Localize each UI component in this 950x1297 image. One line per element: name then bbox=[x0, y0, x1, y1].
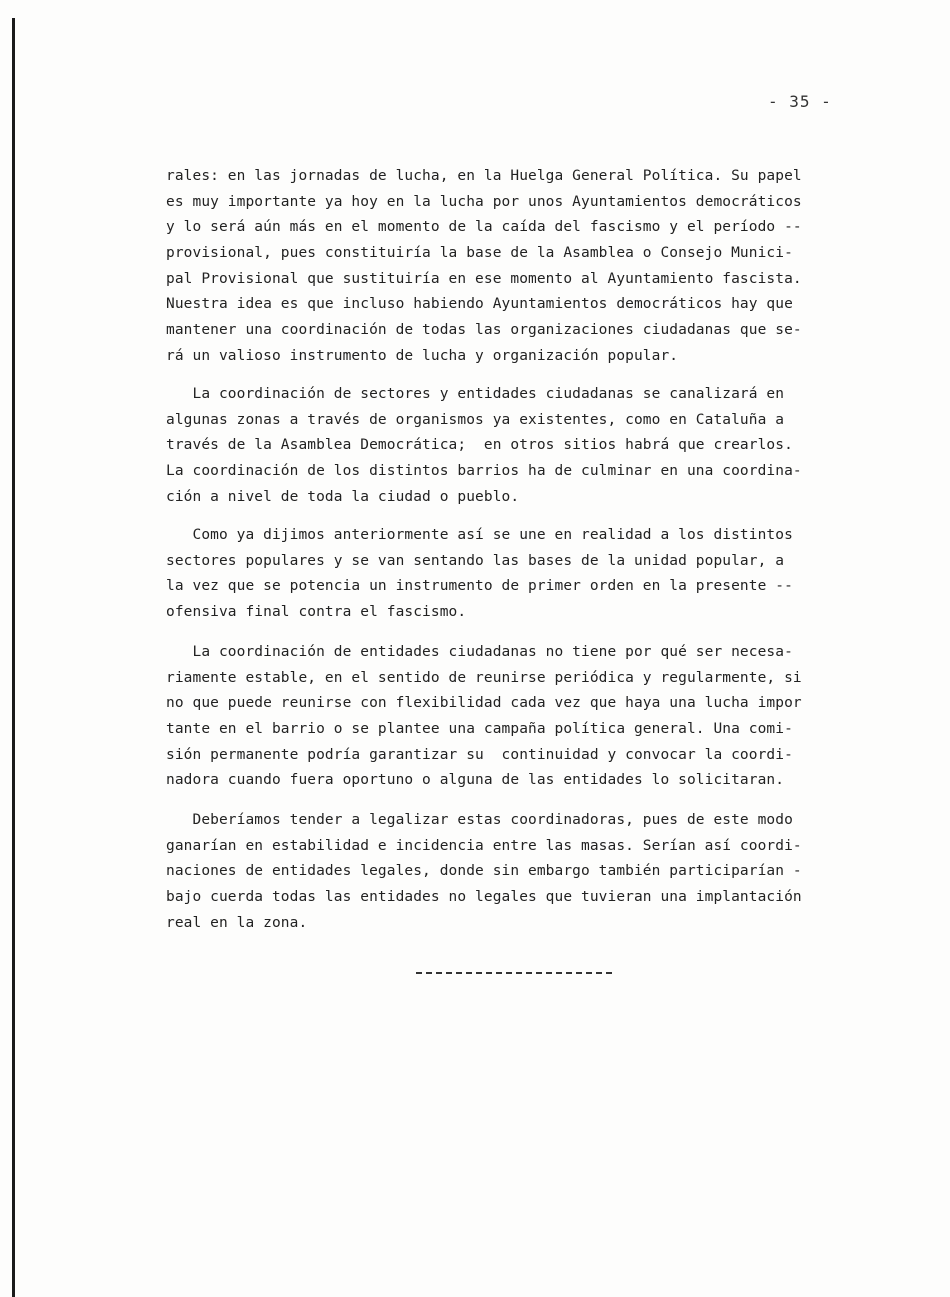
binding-edge-line bbox=[12, 18, 15, 1297]
text-line: través de la Asamblea Democrática; en otros sitios habrá que crearlos. bbox=[166, 437, 793, 454]
text-line: y lo será aún más en el momento de la caída del fascismo y el período -- bbox=[166, 219, 802, 236]
text-line: no que puede reunirse con flexibilidad cada vez que haya una lucha impor bbox=[166, 695, 802, 712]
text-line: ción a nivel de toda la ciudad o pueblo. bbox=[166, 488, 520, 505]
text-line: algunas zonas a través de organismos ya existentes, como en Cataluña a bbox=[166, 411, 785, 428]
text-line: Como ya dijimos anteriormente así se une en realidad a los distintos bbox=[166, 527, 793, 543]
paragraph-1 bbox=[166, 164, 866, 370]
text-line: ganarían en estabilidad e incidencia entre las masas. Serían así coordi- bbox=[166, 837, 802, 854]
paragraph-3 bbox=[166, 523, 866, 626]
text-line: la vez que se potencia un instrumento de primer orden en la presente -- bbox=[166, 578, 793, 595]
text-line: rá un valioso instrumento de lucha y organización popular. bbox=[166, 347, 679, 364]
text-line: ofensiva final contra el fascismo. bbox=[166, 604, 467, 621]
text-line: sectores populares y se van sentando las bases de la unidad popular, a bbox=[166, 552, 785, 569]
paragraph-4 bbox=[166, 640, 866, 794]
text-line: provisional, pues constituiría la base de la Asamblea o Consejo Munici- bbox=[166, 245, 793, 262]
text-line: naciones de entidades legales, donde sin embargo también participarían - bbox=[166, 863, 802, 880]
paragraph-5 bbox=[166, 808, 866, 936]
section-divider bbox=[416, 972, 612, 974]
text-line: bajo cuerda todas las entidades no legales que tuvieran una implantación bbox=[166, 889, 802, 906]
text-line: pal Provisional que sustituiría en ese momento al Ayuntamiento fascista. bbox=[166, 270, 802, 287]
text-line: La coordinación de entidades ciudadanas no tiene por qué ser necesa- bbox=[166, 644, 793, 660]
text-line: es muy importante ya hoy en la lucha por unos Ayuntamientos democráticos bbox=[166, 193, 802, 210]
text-line: sión permanente podría garantizar su continuidad y convocar la coordi- bbox=[166, 746, 793, 763]
text-line: real en la zona. bbox=[166, 914, 308, 931]
text-line: Deberíamos tender a legalizar estas coordinadoras, pues de este modo bbox=[166, 812, 793, 828]
text-line: La coordinación de sectores y entidades ciudadanas se canalizará en bbox=[166, 386, 785, 402]
text-line: nadora cuando fuera oportuno o alguna de las entidades lo solicitaran. bbox=[166, 772, 785, 789]
page-number: - 35 - bbox=[768, 92, 832, 111]
text-line: La coordinación de los distintos barrios ha de culminar en una coordina- bbox=[166, 463, 802, 480]
text-line: riamente estable, en el sentido de reunirse periódica y regularmente, si bbox=[166, 669, 802, 686]
paragraph-2 bbox=[166, 382, 866, 510]
text-line: rales: en las jornadas de lucha, en la Huelga General Política. Su papel bbox=[166, 168, 802, 184]
text-line: Nuestra idea es que incluso habiendo Ayuntamientos democráticos hay que bbox=[166, 296, 793, 313]
text-line: mantener una coordinación de todas las organizaciones ciudadanas que se- bbox=[166, 322, 802, 339]
text-line: tante en el barrio o se plantee una campaña política general. Una comi- bbox=[166, 721, 793, 738]
